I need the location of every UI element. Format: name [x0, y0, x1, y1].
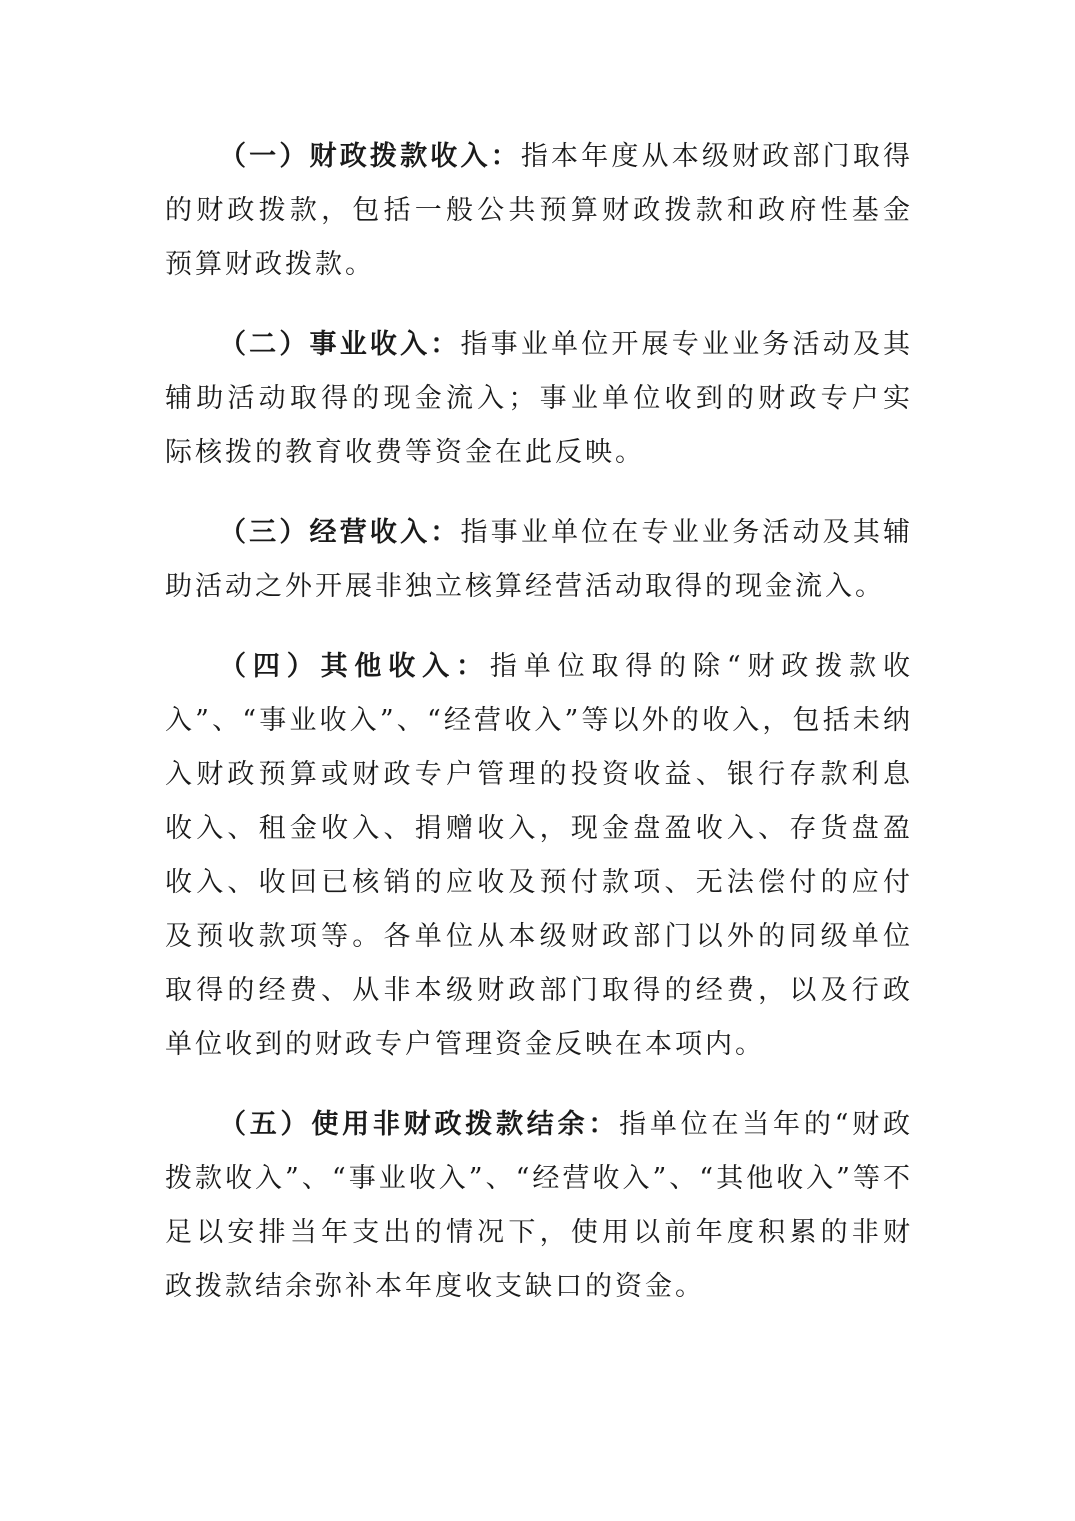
paragraph-heading: （一）财政拨款收入：: [219, 141, 521, 172]
document-body: [165, 130, 913, 1314]
paragraph-heading: （四）其他收入：: [219, 651, 490, 682]
paragraph-non-fiscal-surplus-usage: [165, 1098, 913, 1314]
paragraph-text: 指单位取得的除“财政拨款收入”、“事业收入”、“经营收入”等以外的收入，包括未纳入财政预算或财政专户管理的投资收益、银行存款利息收入、租金收入、捐赠收入，现金盘盈收入、存货盘盈收入、收回已核销的应收及预付款项、无法偿付的应付及预收款项等。各单位从本级财政部门以外的同级单位取得的经费、从非本级财政部门取得的经费，以及行政单位收到的财政专户管理资金反映在本项内。: [165, 651, 913, 1060]
paragraph-text: 指本年度从本级财政部门取得的财政拨款，包括一般公共预算财政拨款和政府性基金预算财政拨款。: [165, 141, 914, 280]
paragraph-heading: （二）事业收入：: [219, 329, 461, 360]
paragraph-heading: （五）使用非财政拨款结余：: [219, 1109, 620, 1140]
paragraph-business-income: [165, 318, 913, 480]
paragraph-operating-income: [165, 506, 913, 614]
paragraph-text: 指事业单位在专业业务活动及其辅助活动之外开展非独立核算经营活动取得的现金流入。: [165, 517, 914, 602]
paragraph-other-income: [165, 640, 913, 1072]
paragraph-heading: （三）经营收入：: [219, 517, 461, 548]
paragraph-text: 指事业单位开展专业业务活动及其辅助活动取得的现金流入；事业单位收到的财政专户实际核拨的教育收费等资金在此反映。: [165, 329, 914, 468]
paragraph-text: 指单位在当年的“财政拨款收入”、“事业收入”、“经营收入”、“其他收入”等不足以安排当年支出的情况下，使用以前年度积累的非财政拨款结余弥补本年度收支缺口的资金。: [165, 1109, 913, 1302]
paragraph-fiscal-appropriation-income: [165, 130, 913, 292]
